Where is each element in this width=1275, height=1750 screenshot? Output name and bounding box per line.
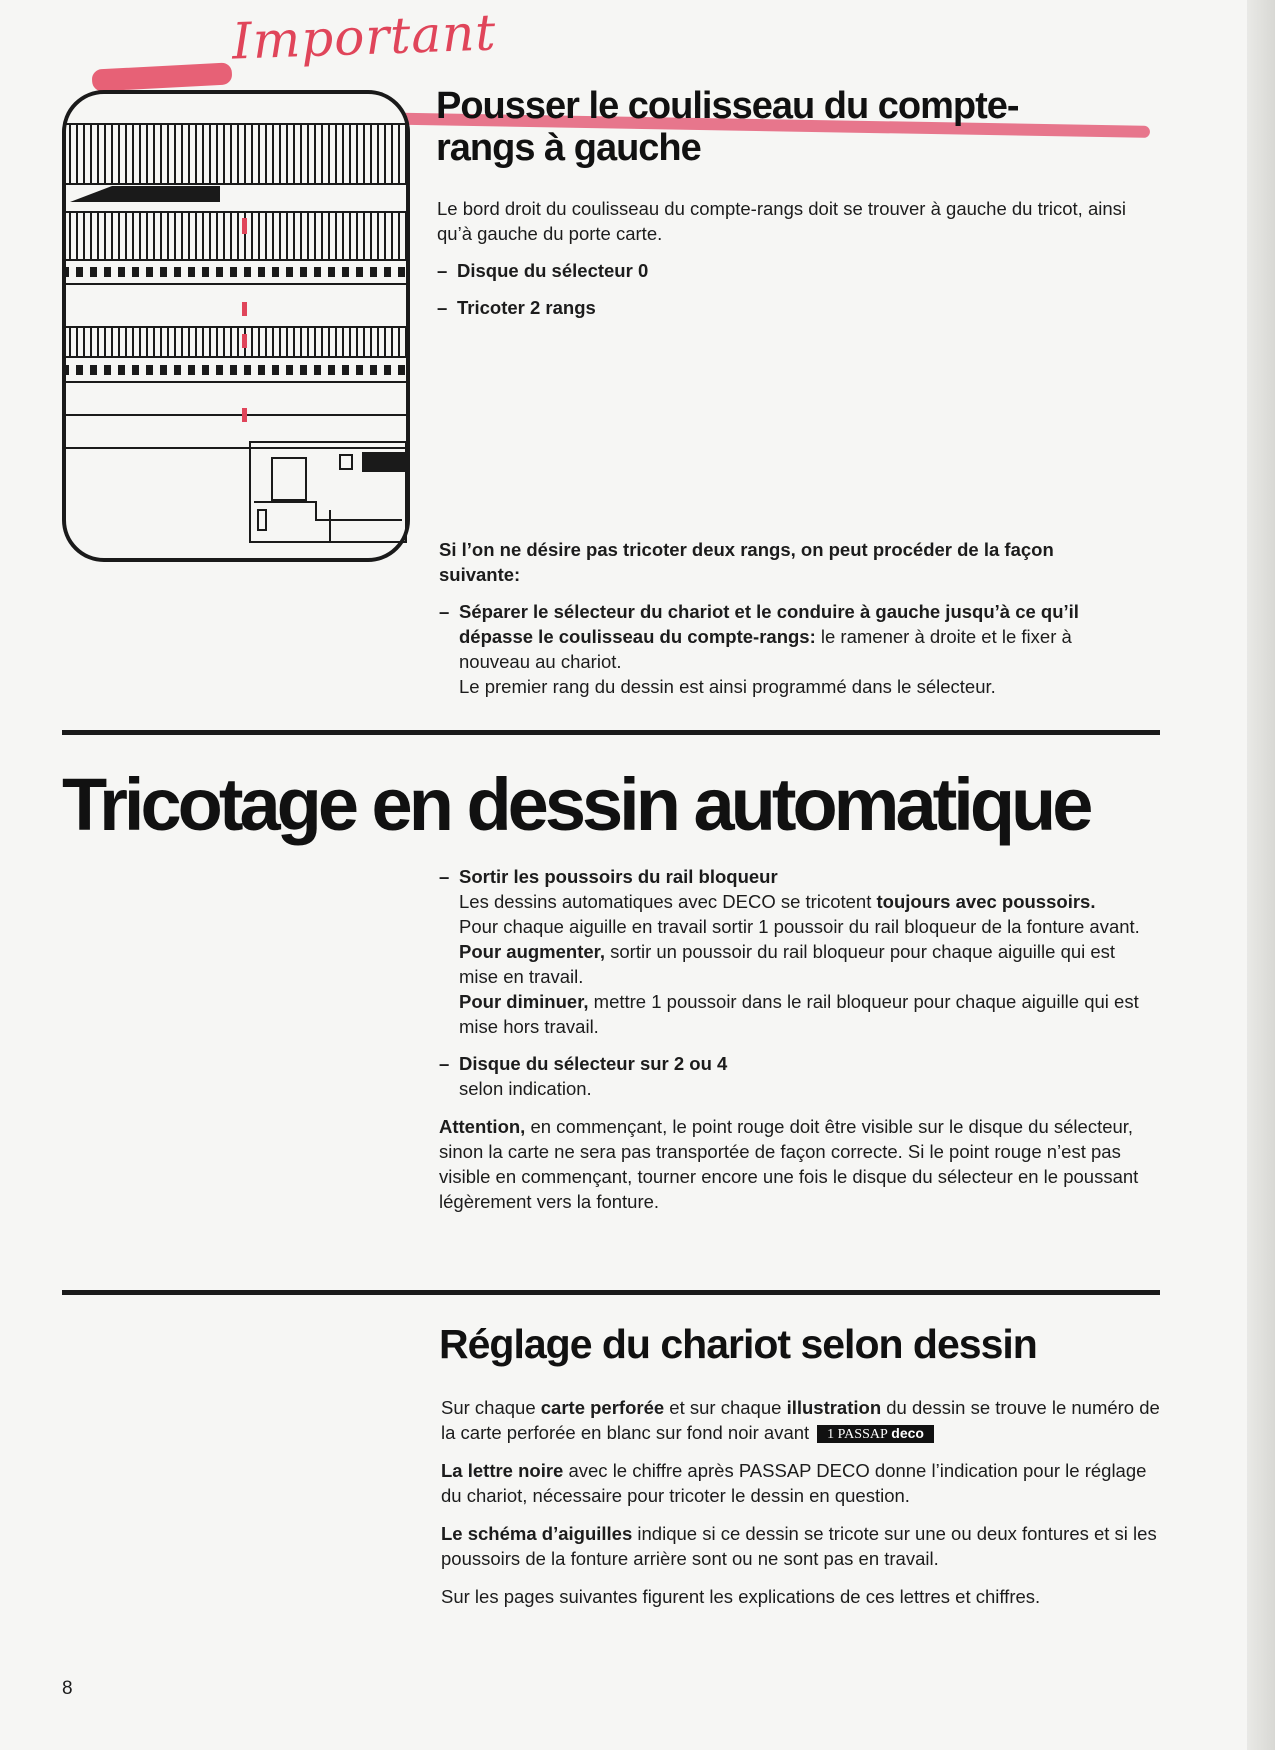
needle-bed-middle — [66, 212, 406, 260]
section3-p1-a: Sur chaque — [441, 1397, 541, 1418]
section1-alternative — [439, 537, 1139, 699]
divider-1 — [62, 730, 1160, 735]
section1-alt-heading: Si l’on ne désire pas tricoter deux rangs, on peut procéder de la façon suivante: — [439, 539, 1054, 585]
section2-augmenter-bold: Pour augmenter, — [459, 941, 605, 962]
page-number: 8 — [62, 1678, 73, 1699]
section2-item1-text — [459, 889, 1159, 914]
red-marker-smear — [92, 62, 233, 91]
section1-alt-item-bold: Séparer le sélecteur du chariot et le conduire à gauche jusqu’à ce qu’il dépasse le coulisseau du compte-rangs: — [459, 601, 1079, 647]
section3-title: Réglage du chariot selon dessin — [439, 1321, 1037, 1367]
badge-deco: deco — [891, 1425, 924, 1441]
section3-p1-b: carte perforée — [540, 1397, 665, 1418]
section2-item1 — [439, 864, 1159, 1039]
section1-item2: – Tricoter 2 rangs — [437, 295, 1137, 320]
section2-diminuer-bold: Pour diminuer, — [459, 991, 589, 1012]
section1-title — [436, 85, 1019, 169]
needle-bed-top — [66, 124, 406, 184]
section3-p4: Sur les pages suivantes figurent les explications de ces lettres et chiffres. — [441, 1586, 1041, 1607]
section3-p3 — [441, 1521, 1169, 1571]
section2-attention — [439, 1114, 1159, 1214]
section2-diminuer-text: mettre 1 poussoir dans le rail bloqueur pour chaque aiguille qui est mise hors travail. — [459, 991, 1139, 1037]
pusher-row-1 — [66, 267, 406, 277]
section3-p3-text: indique si ce dessin se tricote sur une ou deux fontures et si les poussoirs de la fonture arrière sont ou ne sont pas en travail. — [441, 1523, 1157, 1569]
section2-item1-p2: Pour chaque aiguille en travail sortir 1 poussoir du rail bloqueur de la fonture avant. — [459, 916, 1140, 937]
selector-lock — [362, 452, 406, 472]
section2-title: Tricotage en dessin automatique — [62, 763, 1090, 846]
section3-p1-c: et sur chaque — [664, 1397, 787, 1418]
knitting-machine-illustration — [62, 90, 412, 565]
section3-p1-d: illustration — [786, 1397, 882, 1418]
section3-p2-text: avec le chiffre après PASSAP DECO donne l’indication pour le réglage du chariot, nécessaire pour tricoter le dessin en question. — [441, 1460, 1147, 1506]
section1-title-line2: rangs à gauche — [436, 127, 701, 169]
pusher-row-2 — [66, 365, 406, 375]
section1-alt-item-line2: Le premier rang du dessin est ainsi programmé dans le sélecteur. — [459, 676, 996, 697]
page-edge — [1247, 0, 1275, 1750]
section3-p2 — [441, 1458, 1169, 1508]
section2-diminuer — [459, 989, 1159, 1039]
section2-item1-bold: toujours avec poussoirs. — [876, 891, 1096, 912]
handwritten-annotation: Important — [231, 3, 498, 71]
section2-augmenter-text: sortir un poussoir du rail bloqueur pour chaque aiguille qui est mise en travail. — [459, 941, 1116, 987]
section3-p1 — [441, 1395, 1169, 1445]
section1-body — [437, 196, 1137, 320]
section1-alt-item — [439, 599, 1139, 699]
section1-intro: Le bord droit du coulisseau du compte-rangs doit se trouver à gauche du tricot, ainsi qu’à gauche du porte carte. — [437, 198, 1127, 244]
section1-item1: – Disque du sélecteur 0 — [437, 258, 1137, 283]
section1-title-line1: Pousser le coulisseau du compte- — [436, 85, 1019, 127]
section2-item1-text-part: Les dessins automatiques avec DECO se tricotent — [459, 891, 877, 912]
section3-p1-e: du dessin se trouve le numéro de la carte perforée en blanc sur fond noir avant — [441, 1397, 1160, 1443]
section3-p3-bold: Le schéma d’aiguilles — [441, 1523, 633, 1544]
section2-item2 — [439, 1051, 1159, 1101]
needle-bed-lower — [66, 327, 406, 357]
divider-2 — [62, 1290, 1160, 1295]
passap-deco-badge — [817, 1425, 934, 1443]
section2-item1-title: – Sortir les poussoirs du rail bloqueur — [459, 866, 778, 887]
section2-item2-title: – Disque du sélecteur sur 2 ou 4 — [459, 1053, 728, 1074]
section2-attention-text: en commençant, le point rouge doit être visible sur le disque du sélecteur, sinon la carte ne sera pas transportée de façon correcte. Si le point rouge n’est pas visible en commençant, tourner encore une fois le disque du sélecteur en le poussant légèrement vers la fonture. — [439, 1116, 1139, 1212]
section3-body — [441, 1395, 1169, 1609]
section1-alt-item-text: le ramener à droite et le fixer à nouveau au chariot. — [459, 626, 1072, 672]
section2-attention-bold: Attention, — [439, 1116, 526, 1137]
section2-body — [439, 864, 1159, 1214]
badge-brand: PASSAP — [837, 1427, 888, 1442]
section2-item2-text: selon indication. — [459, 1078, 592, 1099]
badge-number: 1 — [827, 1427, 835, 1442]
section3-p2-bold: La lettre noire — [441, 1460, 564, 1481]
section2-augmenter — [459, 939, 1159, 989]
